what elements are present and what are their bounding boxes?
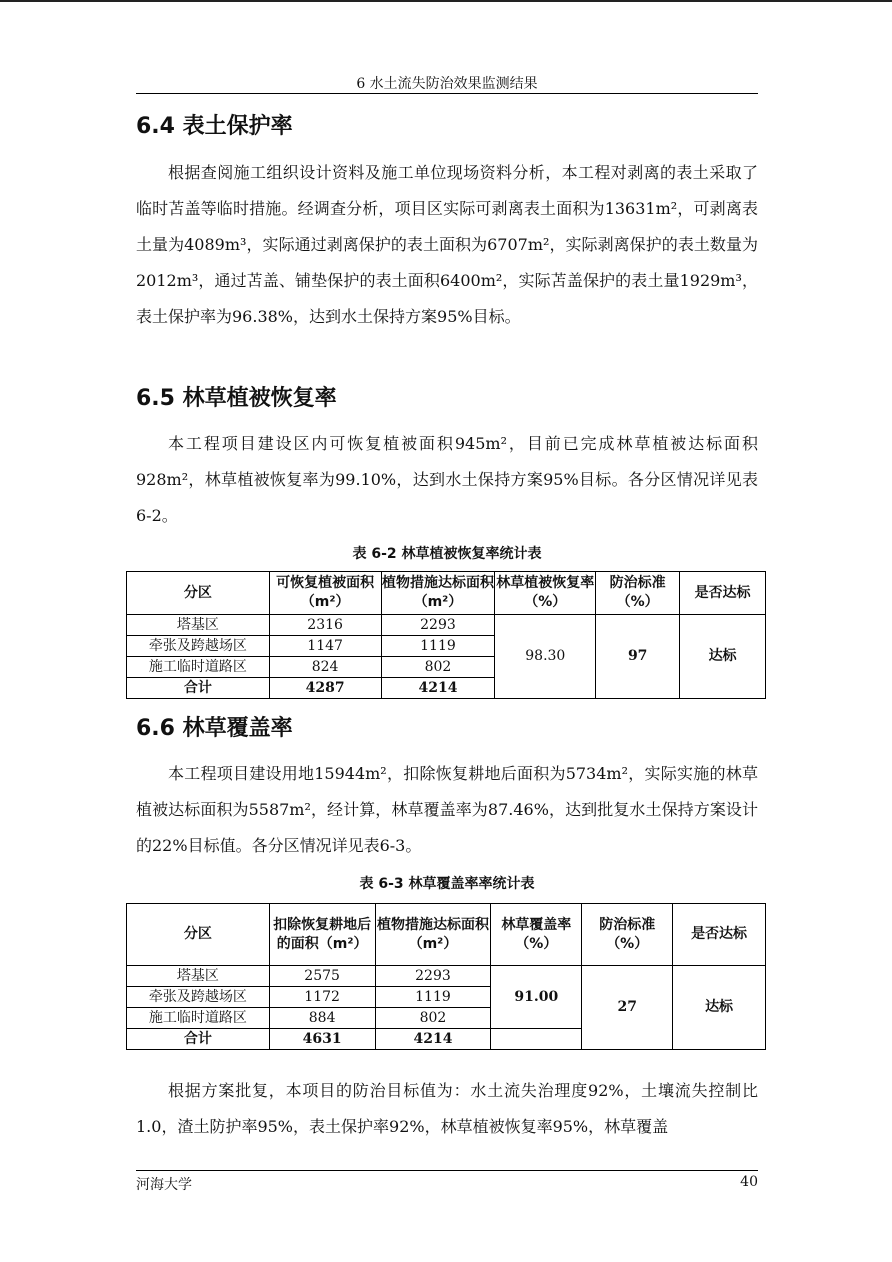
section-heading-6-4: 6.4 表土保护率 <box>136 114 293 139</box>
value-cell: 1172 <box>269 987 375 1008</box>
table-6-3 <box>126 903 766 1050</box>
value-cell: 1119 <box>381 636 495 657</box>
zone-cell: 施工临时道路区 <box>127 657 270 678</box>
table-row <box>127 615 766 636</box>
value-cell: 884 <box>269 1008 375 1029</box>
header-cell: 林草覆盖率（%） <box>491 904 582 966</box>
section-heading-6-6: 6.6 林草覆盖率 <box>136 716 293 741</box>
standard-cell: 27 <box>582 966 673 1050</box>
zone-cell: 牵张及跨越场区 <box>127 987 270 1008</box>
header-cell: 扣除恢复耕地后的面积（m²） <box>269 904 375 966</box>
zone-cell: 牵张及跨越场区 <box>127 636 270 657</box>
zone-cell: 塔基区 <box>127 966 270 987</box>
rate-cell: 91.00 <box>491 966 582 1029</box>
header-cell: 是否达标 <box>673 904 766 966</box>
table-row <box>127 966 766 987</box>
table-header-row <box>127 572 766 615</box>
total-label-cell: 合计 <box>127 678 270 699</box>
footer-rule <box>136 1170 758 1171</box>
rate-cell: 98.30 <box>495 615 596 699</box>
zone-cell: 塔基区 <box>127 615 270 636</box>
section-6-5-paragraph <box>136 426 758 534</box>
value-cell: 802 <box>381 657 495 678</box>
header-cell: 植物措施达标面积（m²） <box>381 572 495 615</box>
header-rule <box>136 93 758 94</box>
empty-cell <box>491 1029 582 1050</box>
total-label-cell: 合计 <box>127 1029 270 1050</box>
section-heading-6-5: 6.5 林草植被恢复率 <box>136 386 337 411</box>
header-cell: 林草植被恢复率（%） <box>495 572 596 615</box>
page-number: 40 <box>740 1174 758 1190</box>
header-cell: 是否达标 <box>680 572 766 615</box>
footer-institution: 河海大学 <box>136 1177 192 1193</box>
running-header: 6 水土流失防治效果监测结果 <box>356 76 538 92</box>
table-6-2-caption: 表 6-2 林草植被恢复率统计表 <box>352 546 542 562</box>
value-cell: 802 <box>375 1008 491 1029</box>
header-cell: 防治标准（%） <box>582 904 673 966</box>
header-cell: 防治标准（%） <box>596 572 680 615</box>
total-value-cell: 4287 <box>269 678 381 699</box>
total-value-cell: 4631 <box>269 1029 375 1050</box>
header-cell: 可恢复植被面积（m²） <box>269 572 381 615</box>
value-cell: 2316 <box>269 615 381 636</box>
value-cell: 2293 <box>381 615 495 636</box>
total-value-cell: 4214 <box>375 1029 491 1050</box>
header-cell: 分区 <box>127 904 270 966</box>
value-cell: 1147 <box>269 636 381 657</box>
value-cell: 2293 <box>375 966 491 987</box>
table-header-row <box>127 904 766 966</box>
value-cell: 1119 <box>375 987 491 1008</box>
table-6-3-caption: 表 6-3 林草覆盖率率统计表 <box>359 876 535 892</box>
table-6-2 <box>126 571 766 699</box>
paragraph-text: 本工程项目建设用地15944m²，扣除恢复耕地后面积为5734m²，实际实施的林草植被达标面积为5587m²，经计算，林草覆盖率为87.46%，达到批复水土保持方案设计的22%目标值。各分区情况详见表6-3。 <box>136 764 758 855</box>
value-cell: 824 <box>269 657 381 678</box>
result-cell: 达标 <box>673 966 766 1050</box>
result-cell: 达标 <box>680 615 766 699</box>
header-cell: 分区 <box>127 572 270 615</box>
section-6-6-paragraph <box>136 756 758 864</box>
total-value-cell: 4214 <box>381 678 495 699</box>
paragraph-text: 根据方案批复，本项目的防治目标值为：水土流失治理度92%，土壤流失控制比1.0，渣土防护率95%，表土保护率92%，林草植被恢复率95%，林草覆盖 <box>136 1081 758 1136</box>
value-cell: 2575 <box>269 966 375 987</box>
zone-cell: 施工临时道路区 <box>127 1008 270 1029</box>
header-cell: 植物措施达标面积（m²） <box>375 904 491 966</box>
paragraph-text: 根据查阅施工组织设计资料及施工单位现场资料分析，本工程对剥离的表土采取了临时苫盖等临时措施。经调查分析，项目区实际可剥离表土面积为13631m²，可剥离表土量为4089m³，实际通过剥离保护的表土面积为6707m²，实际剥离保护的表土数量为2012m³，通过苫盖、铺垫保护的表土面积6400m²，实际苫盖保护的表土量1929m³，表土保护率为96.38%，达到水土保持方案95%目标。 <box>136 163 758 326</box>
closing-paragraph <box>136 1073 758 1145</box>
standard-cell: 97 <box>596 615 680 699</box>
top-border <box>0 0 892 2</box>
section-6-4-paragraph <box>136 155 758 335</box>
paragraph-text: 本工程项目建设区内可恢复植被面积945m²，目前已完成林草植被达标面积928m²，林草植被恢复率为99.10%，达到水土保持方案95%目标。各分区情况详见表6-2。 <box>136 434 758 525</box>
